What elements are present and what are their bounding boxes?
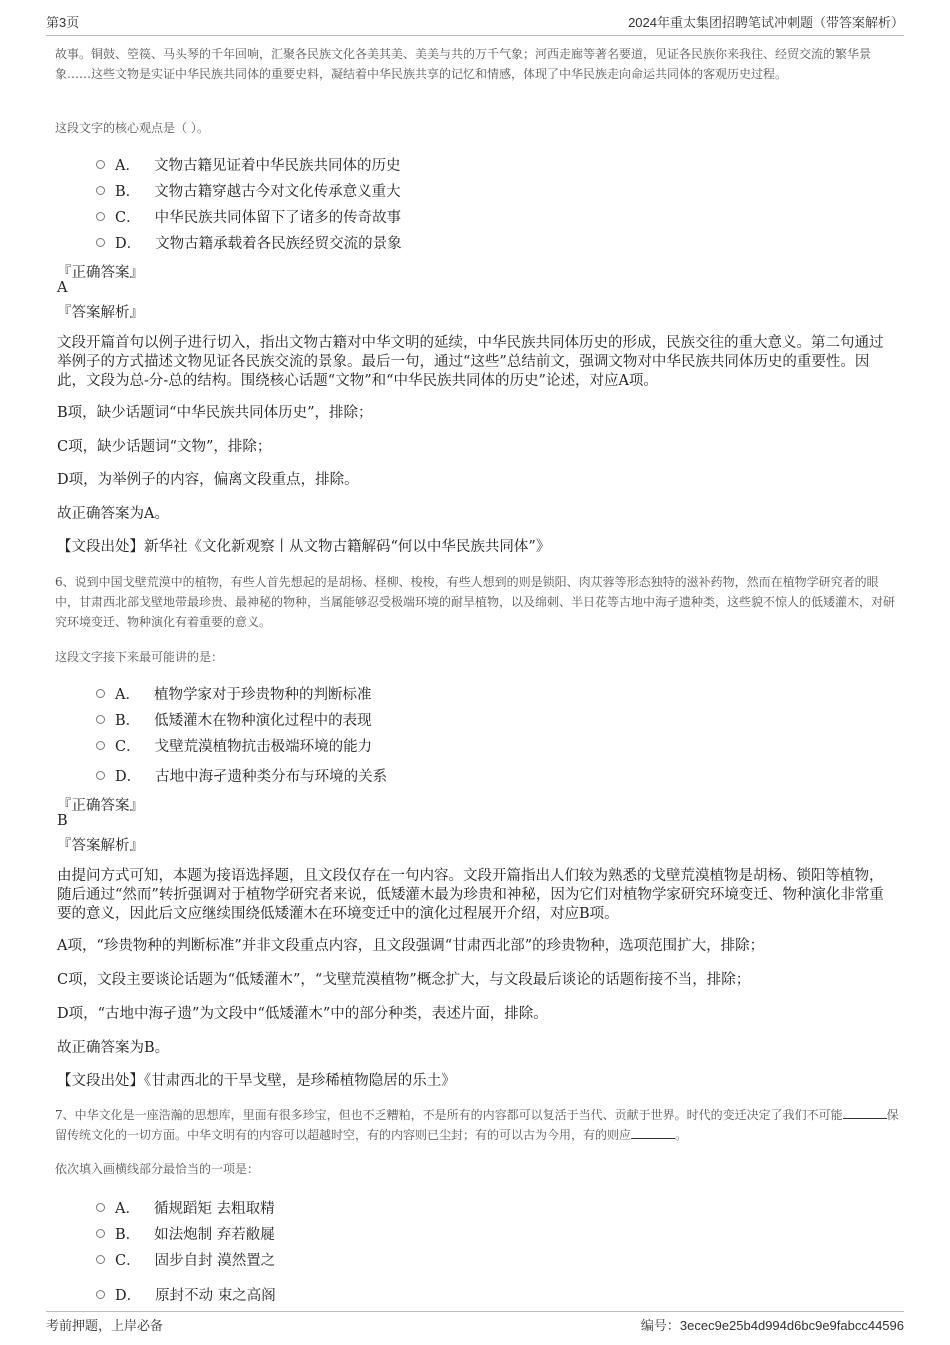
q5-analysis-d: D项，为举例子的内容，偏离文段重点，排除。 (57, 472, 359, 488)
q6-prompt: 这段文字接下来最可能讲的是： (55, 650, 224, 664)
radio-icon[interactable] (96, 160, 105, 169)
q6-analysis-d: D项，“古地中海孑遗”为文段中“低矮灌木”中的部分种类，表述片面，排除。 (57, 1006, 548, 1022)
fill-blank-2[interactable] (631, 1126, 675, 1139)
q5-option-a[interactable]: A． 文物古籍见证着中华民族共同体的历史 (96, 154, 400, 175)
q7-option-b[interactable]: B． 如法炮制 弃若敝屣 (96, 1223, 275, 1244)
radio-icon[interactable] (96, 741, 105, 750)
q5-analysis-c: C项，缺少话题词“文物”，排除； (57, 439, 272, 455)
q5-answer: A (57, 280, 68, 296)
q7-option-d[interactable]: D． 原封不动 束之高阁 (96, 1284, 276, 1305)
q7-option-c[interactable]: C． 固步自封 漠然置之 (96, 1249, 275, 1270)
fill-blank-1[interactable] (843, 1106, 887, 1119)
q5-option-d[interactable]: D． 文物古籍承载着各民族经贸交流的景象 (96, 232, 402, 253)
q6-option-d[interactable]: D． 古地中海孑遗种类分布与环境的关系 (96, 765, 387, 786)
q7-passage: 7、中华文化是一座浩瀚的思想库，里面有很多珍宝，但也不乏糟粕，不是所有的内容都可以复活于当代、贡献于世界。时代的变迁决定了我们不可能 保留传统文化的一切方面。中华文明有的内容可以超越时空，有的内容则已尘封；有的可以古为今用，有的则应 。 (55, 1108, 899, 1142)
document-title: 2024年重太集团招聘笔试冲刺题（带答案解析） (628, 15, 904, 30)
q5-analysis-b: B项，缺少话题词“中华民族共同体历史”，排除； (57, 405, 373, 421)
radio-icon[interactable] (96, 1229, 105, 1238)
radio-icon[interactable] (96, 715, 105, 724)
q6-analysis-a: A项，“珍贵物种的判断标准”并非文段重点内容，且文段强调“甘肃西北部”的珍贵物种，选项范围扩大，排除； (57, 938, 765, 954)
q6-answer: B (57, 813, 68, 829)
q6-conclusion: 故正确答案为B。 (57, 1040, 170, 1056)
page-header (46, 12, 904, 36)
q6-passage: 6、说到中国戈壁荒漠中的植物，有些人首先想起的是胡杨、柽柳、梭梭，有些人想到的则是锁阳、肉苁蓉等形态独特的滋补药物，然而在植物学研究者的眼中，甘肃西北部戈壁地带最珍贵、最神秘的物种，当属能够忍受极端环境的耐旱植物，以及绵刺、半日花等古地中海孑遗种类，这些貌不惊人的低矮灌木，对研究环境变迁、物种演化有着重要的意义。 (55, 575, 896, 629)
q7-prompt: 依次填入画横线部分最恰当的一项是： (55, 1162, 260, 1176)
q5-passage: 故事。铜鼓、箜篌、马头琴的千年回响，汇聚各民族文化各美其美、美美与共的万千气象；河西走廊等著名要道，见证各民族你来我往、经贸交流的繁华景象……这些文物是实证中华民族共同体的重要史料，凝结着中华民族共享的记忆和情感，体现了中华民族走向命运共同体的客观历史过程。 (55, 47, 872, 81)
radio-icon[interactable] (96, 1203, 105, 1212)
q5-conclusion: 故正确答案为A。 (57, 506, 169, 522)
q6-answer-label: 『正确答案』 (57, 798, 144, 814)
footer-slogan: 考前押题，上岸必备 (46, 1318, 164, 1333)
radio-icon[interactable] (96, 186, 105, 195)
radio-icon[interactable] (96, 1290, 105, 1299)
q6-option-a[interactable]: A． 植物学家对于珍贵物种的判断标准 (96, 683, 371, 704)
q6-analysis-c: C项，文段主要谈论话题为“低矮灌木”，“戈壁荒漠植物”概念扩大，与文段最后谈论的话题衔接不当，排除； (57, 972, 751, 988)
q5-analysis-main: 文段开篇首句以例子进行切入，指出文物古籍对中华文明的延续，中华民族共同体历史的形成，民族交往的重大意义。第二句通过举例子的方式描述文物见证各民族交流的景象。最后一句，通过“这些”总结前文，强调文物对中华民族共同体历史的重要性。因此，文段为总-分-总的结构。围绕核心话题“文物”和“中华民族共同体的历史”论述，对应A项。 (57, 335, 884, 389)
q6-option-c[interactable]: C． 戈壁荒漠植物抗击极端环境的能力 (96, 735, 372, 756)
q5-answer-label: 『正确答案』 (57, 265, 144, 281)
q6-analysis-main: 由提问方式可知，本题为接语选择题，且文段仅存在一句内容。文段开篇指出人们较为熟悉的戈壁荒漠植物是胡杨、锁阳等植物，随后通过“然而”转折强调对于植物学研究者来说，低矮灌木最为珍贵和神秘，因为它们对植物学家研究环境变迁、物种演化非常重要的意义，因此后文应继续围绕低矮灌木在环境变迁中的演化过程展开介绍，对应B项。 (57, 868, 884, 922)
q6-option-b[interactable]: B． 低矮灌木在物种演化过程中的表现 (96, 709, 372, 730)
document-code: 编号：3ecec9e25b4d994d6bc9e9fabcc44596 (640, 1318, 904, 1333)
q5-option-c[interactable]: C． 中华民族共同体留下了诸多的传奇故事 (96, 206, 401, 227)
q6-source: 【文段出处】《甘肃西北的干旱戈壁，是珍稀植物隐居的乐土》 (57, 1073, 456, 1089)
q7-option-a[interactable]: A． 循规蹈矩 去粗取精 (96, 1197, 275, 1218)
radio-icon[interactable] (96, 238, 105, 247)
q6-analysis-label: 『答案解析』 (57, 838, 144, 854)
radio-icon[interactable] (96, 771, 105, 780)
radio-icon[interactable] (96, 212, 105, 221)
q5-option-b[interactable]: B． 文物古籍穿越古今对文化传承意义重大 (96, 180, 401, 201)
radio-icon[interactable] (96, 689, 105, 698)
page-number: 第3页 (46, 15, 80, 30)
q5-prompt: 这段文字的核心观点是（ ）。 (55, 121, 209, 135)
radio-icon[interactable] (96, 1255, 105, 1264)
q5-source: 【文段出处】新华社《文化新观察丨从文物古籍解码“何以中华民族共同体”》 (57, 539, 551, 555)
q5-analysis-label: 『答案解析』 (57, 305, 144, 321)
page-footer (46, 1311, 904, 1334)
